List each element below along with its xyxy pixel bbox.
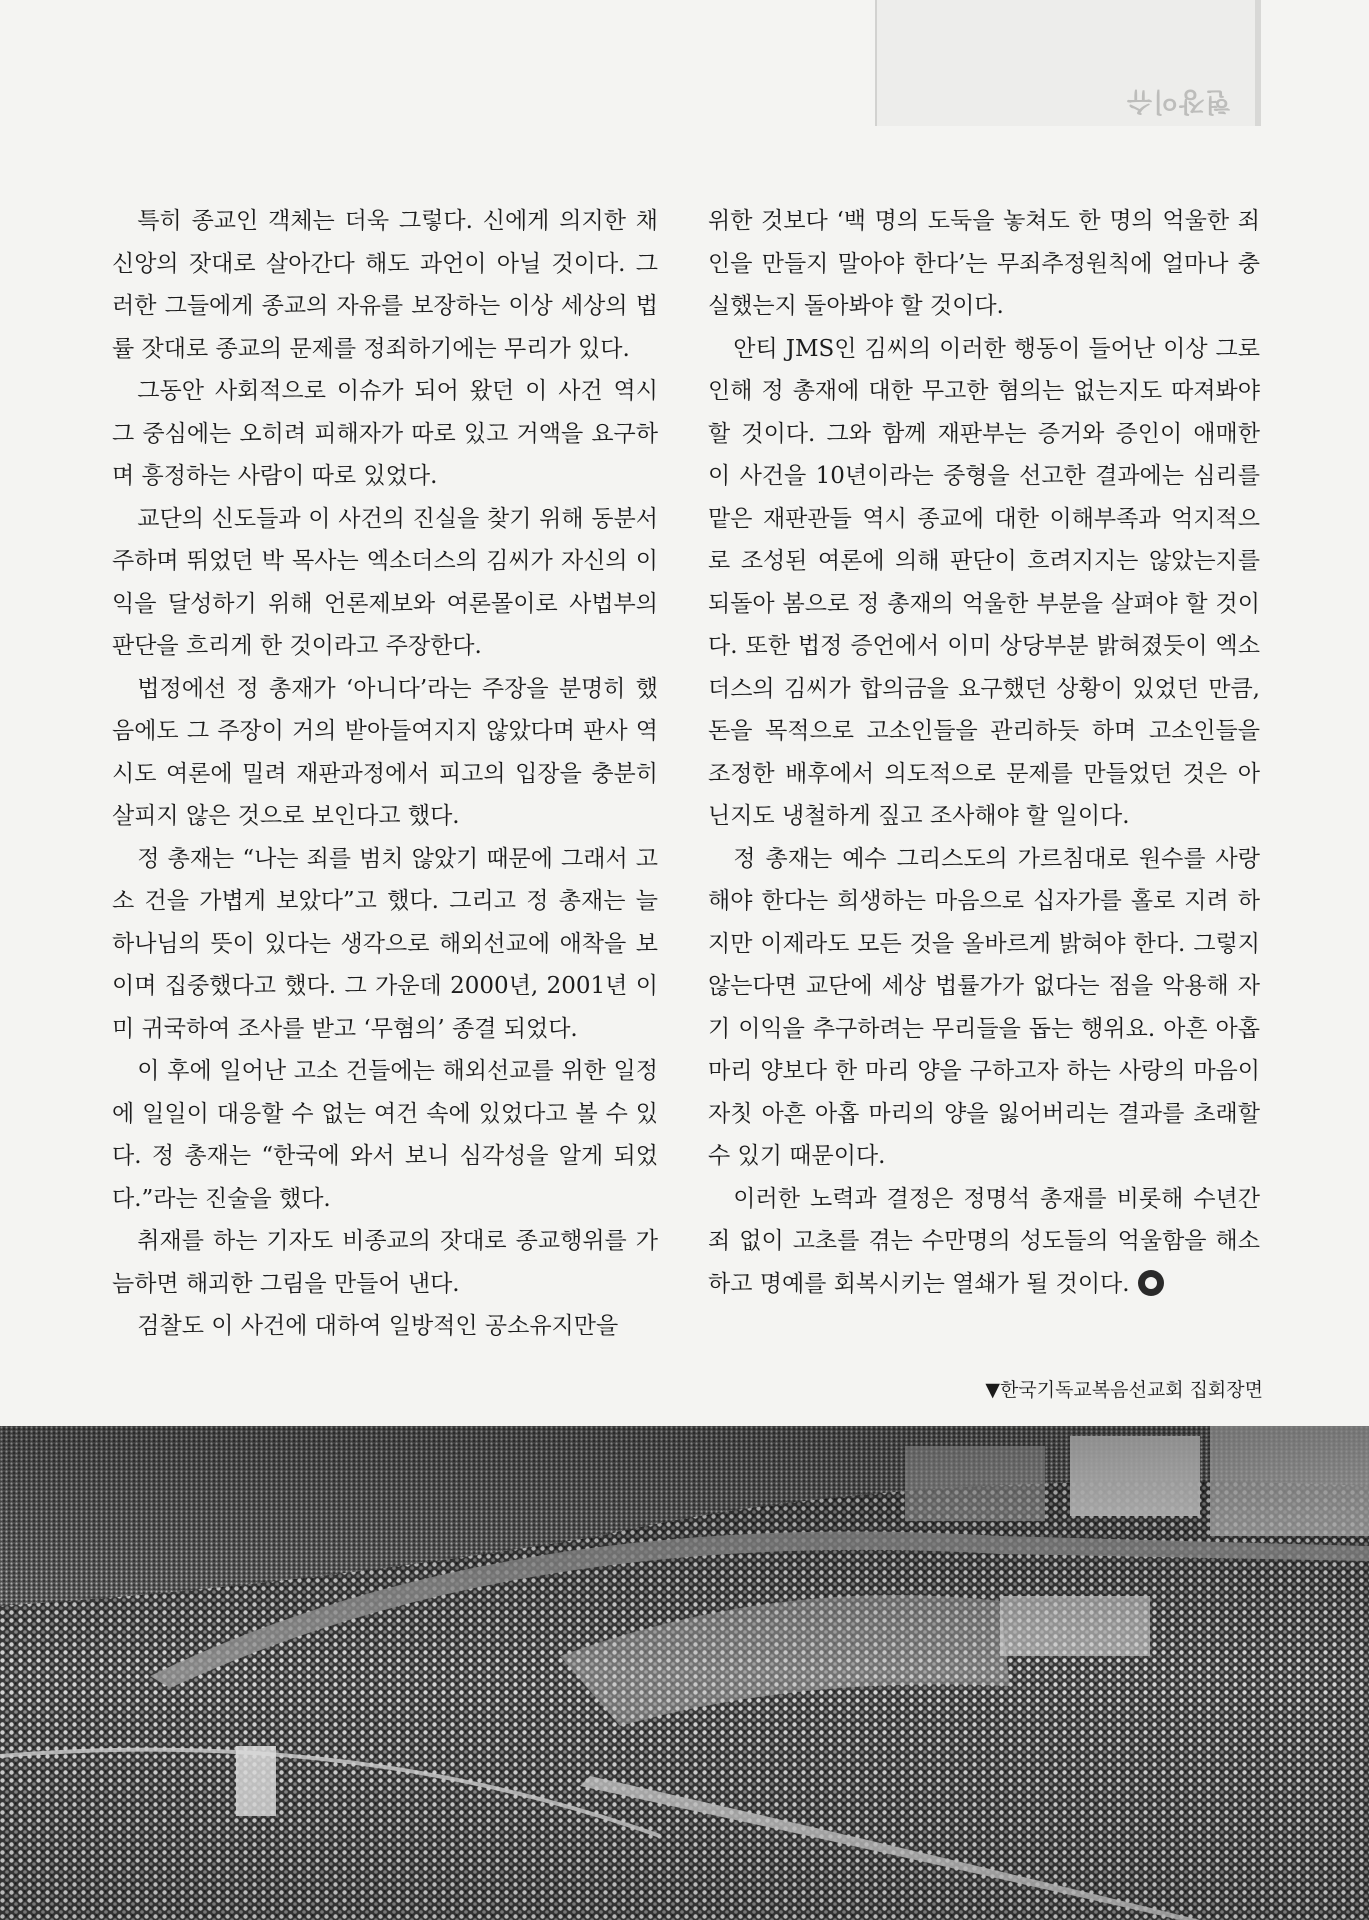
section-label: 현장이슈 [1125, 86, 1230, 116]
photo-caption: ▼한국기독교복음선교회 집회장면 [985, 1379, 1263, 1401]
paragraph: 정 총재는 예수 그리스도의 가르침대로 원수를 사랑해야 한다는 희생하는 마음으로 십자가를 홀로 지려 하지만 이제라도 모든 것을 올바르게 밝혀야 한다. 그렇지 않는다면 교단에 세상 법률가가 없다는 점을 악용해 자기 이익을 추구하려는 무리들을 돕는 행위요. 아흔 아홉 마리 양보다 한 마리 양을 구하고자 하는 사랑의 마음이 자칫 아흔 아홉 마리의 양을 잃어버리는 결과를 초래할 수 있기 때문이다. [708, 845, 1260, 1169]
running-header-tab [875, 0, 1261, 126]
left-column [112, 200, 658, 1348]
paragraph-continued: 위한 것보다 ‘백 명의 도둑을 놓쳐도 한 명의 억울한 죄인을 만들지 말아야 한다’는 무죄추정원칙에 얼마나 충실했는지 돌아봐야 할 것이다. [708, 208, 1260, 319]
crowd-photo-image [0, 1426, 1369, 1920]
end-mark-icon [1138, 1270, 1164, 1296]
paragraph: 특히 종교인 객체는 더욱 그렇다. 신에게 의지한 채 신앙의 잣대로 살아간다 해도 과언이 아닐 것이다. 그러한 그들에게 종교의 자유를 보장하는 이상 세상의 법률 잣대로 종교의 문제를 정죄하기에는 무리가 있다. [112, 208, 658, 362]
paragraph [708, 1178, 1260, 1306]
paragraph: 이 후에 일어난 고소 건들에는 해외선교를 위한 일정에 일일이 대응할 수 없는 여건 속에 있었다고 볼 수 있다. 정 총재는 “한국에 와서 보니 심각성을 알게 되었다.”라는 진술을 했다. [112, 1058, 658, 1212]
right-column [708, 200, 1260, 1305]
paragraph: 정 총재는 “나는 죄를 범치 않았기 때문에 그래서 고소 건을 가볍게 보았다”고 했다. 그리고 정 총재는 늘 하나님의 뜻이 있다는 생각으로 해외선교에 애착을 보이며 집중했다고 했다. 그 가운데 2000년, 2001년 이미 귀국하여 조사를 받고 ‘무혐의’ 종결 되었다. [112, 845, 658, 1042]
paragraph: 검찰도 이 사건에 대하여 일방적인 공소유지만을 [137, 1313, 619, 1339]
paragraph: 법정에선 정 총재가 ‘아니다’라는 주장을 분명히 했음에도 그 주장이 거의 받아들여지지 않았다며 판사 역시도 여론에 밀려 재판과정에서 피고의 입장을 충분히 살피지 않은 것으로 보인다고 했다. [112, 675, 658, 829]
paragraph: 취재를 하는 기자도 비종교의 잣대로 종교행위를 가늠하면 해괴한 그림을 만들어 낸다. [112, 1228, 658, 1297]
assembly-photo [0, 1426, 1369, 1920]
paragraph: 안티 JMS인 김씨의 이러한 행동이 들어난 이상 그로 인해 정 총재에 대한 무고한 혐의는 없는지도 따져봐야 할 것이다. 그와 함께 재판부는 증거와 증인이 애매한 이 사건을 10년이라는 중형을 선고한 결과에는 심리를 맡은 재판관들 역시 종교에 대한 이해부족과 억지적으로 조성된 여론에 의해 판단이 흐려지지는 않았는지를 되돌아 봄으로 정 총재의 억울한 부분을 살펴야 할 것이다. 또한 법정 증언에서 이미 상당부분 밝혀졌듯이 엑소더스의 김씨가 합의금을 요구했던 상황이 있었던 만큼, 돈을 목적으로 고소인들을 관리하듯 하며 고소인들을 조정한 배후에서 의도적으로 문제를 만들었던 것은 아닌지도 냉철하게 짚고 조사해야 할 일이다. [708, 335, 1260, 829]
paragraph: 그동안 사회적으로 이슈가 되어 왔던 이 사건 역시 그 중심에는 오히려 피해자가 따로 있고 거액을 요구하며 흥정하는 사람이 따로 있었다. [112, 378, 658, 489]
paragraph-text: 이러한 노력과 결정은 정명석 총재를 비롯해 수년간 죄 없이 고초를 겪는 수만명의 성도들의 억울함을 해소하고 명예를 회복시키는 열쇄가 될 것이다. [708, 1185, 1260, 1297]
paragraph: 교단의 신도들과 이 사건의 진실을 찾기 위해 동분서주하며 뛰었던 박 목사는 엑소더스의 김씨가 자신의 이익을 달성하기 위해 언론제보와 여론몰이로 사법부의 판단을 흐리게 한 것이라고 주장한다. [112, 505, 658, 659]
